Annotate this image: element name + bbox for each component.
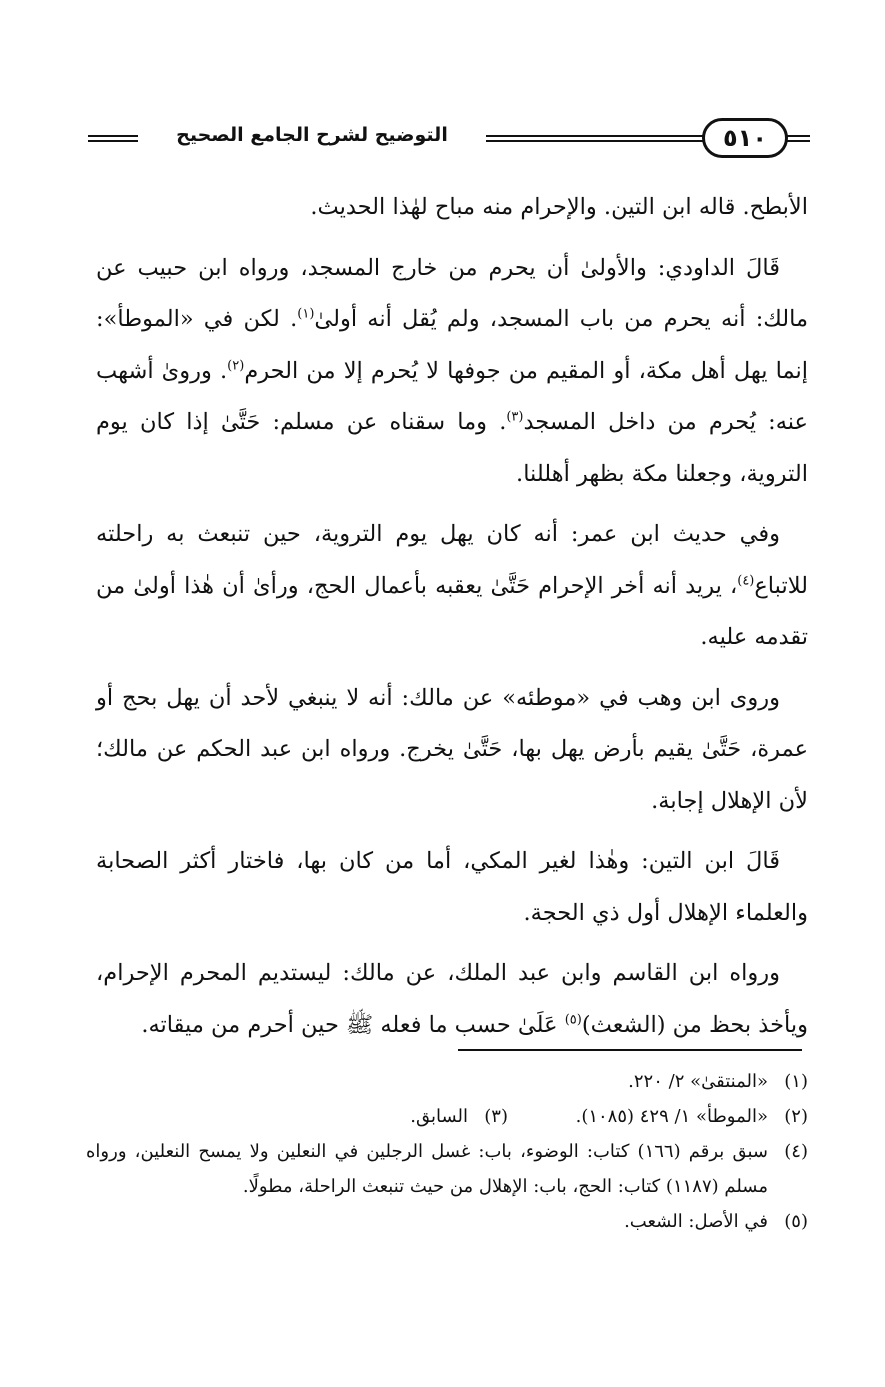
footnote-text: «المنتقىٰ» ٢/ ٢٢٠.: [628, 1071, 768, 1092]
footnote-ref-5: (٥): [564, 1012, 582, 1027]
footnote-ref-1: (١): [297, 306, 315, 322]
header-rule-left: [88, 135, 138, 142]
paragraph-3-part-b: ، يريد أنه أخر الإحرام حَتَّىٰ يعقبه بأعمال الحج، ورأىٰ أن هٰذا أولىٰ من تقدمه عليه.: [96, 572, 808, 650]
footnote-ref-4: (٤): [737, 573, 755, 588]
footnote-ref-3: (٣): [506, 409, 524, 425]
paragraph-2: [96, 243, 808, 501]
footnote-number: (٥): [784, 1211, 808, 1232]
paragraph-3-part-a: وفي حديث ابن عمر: أنه كان يهل يوم التروية، حين تنبعث به راحلته للاتباع: [96, 521, 808, 599]
main-text: [96, 182, 808, 1060]
footnote-number: (٣): [484, 1106, 508, 1127]
paragraph-6-part-b: عَلَىٰ حسب ما فعله ﷺ حين أحرم من ميقاته.: [141, 1011, 565, 1038]
paragraph-2-part-b: . لكن في «الموطأ»: إنما يهل أهل مكة، أو المقيم من جوفها لا يُحرم إلا من الحرم: [96, 306, 809, 384]
paragraph-2-part-d: . وما سقناه عن مسلم: حَتَّىٰ إذا كان يوم التروية، وجعلنا مكة بظهر أهللنا.: [96, 409, 808, 487]
footnote-4: [86, 1134, 808, 1204]
footnote-1: [86, 1064, 808, 1099]
page-header: [88, 118, 810, 164]
running-title: التوضيح لشرح الجامع الصحيح: [176, 124, 448, 146]
paragraph-3: [96, 509, 808, 664]
footnote-number: (٢): [784, 1106, 808, 1127]
footnote-text: في الأصل: الشعب.: [624, 1211, 768, 1232]
paragraph-5: قَالَ ابن التين: وهٰذا لغير المكي، أما من كان بها، فاختار أكثر الصحابة والعلماء الإهلال أول ذي الحجة.: [96, 848, 808, 926]
paragraph-6: [96, 948, 808, 1051]
footnote-2: [508, 1099, 808, 1134]
footnote-number: (١): [784, 1071, 808, 1092]
footnote-ref-2: (٢): [227, 358, 245, 373]
footnote-row-2-3: [86, 1099, 808, 1134]
footnote-text: السابق.: [410, 1106, 468, 1127]
paragraph-1: الأبطح. قاله ابن التين. والإحرام منه مباح لهٰذا الحديث.: [310, 194, 808, 220]
footnote-3: [410, 1099, 508, 1134]
paragraph-4: وروى ابن وهب في «موطئه» عن مالك: أنه لا ينبغي لأحد أن يهل بحج أو عمرة، حَتَّىٰ يقيم بأرض يهل بها، حَتَّىٰ يخرج. ورواه ابن عبد الحكم عن مالك؛ لأن الإهلال إجابة.: [96, 684, 808, 814]
footnote-text: سبق برقم (١٦٦) كتاب: الوضوء، باب: غسل الرجلين في النعلين ولا يمسح النعلين، ورواه مسلم (١١٨٧) كتاب: الحج، باب: الإهلال من حيث تنبعث الراحلة، مطولًا.: [86, 1141, 768, 1197]
footnote-number: (٤): [784, 1141, 808, 1162]
paragraph-2-part-c: . ورویٰ أشهب عنه: يُحرم من داخل المسجد: [96, 357, 808, 435]
footnote-separator: [458, 1049, 802, 1051]
footnotes: [86, 1064, 808, 1239]
paragraph-2-part-a: قَالَ الداودي: والأولىٰ أن يحرم من خارج المسجد، ورواه ابن حبيب عن مالك: أنه يحرم من باب المسجد، ولم يُقل أنه أولىٰ: [96, 254, 809, 332]
page-number: ٥١٠: [702, 118, 788, 158]
paragraph-6-part-a: ورواه ابن القاسم وابن عبد الملك، عن مالك: ليستديم المحرم الإحرام، ويأخذ بحظ من (الشعث): [96, 960, 808, 1038]
header-rule-tail: [788, 135, 810, 142]
footnote-5: [86, 1204, 808, 1239]
footnote-text: «الموطأ» ١/ ٤٢٩ (١٠٨٥).: [575, 1106, 768, 1127]
